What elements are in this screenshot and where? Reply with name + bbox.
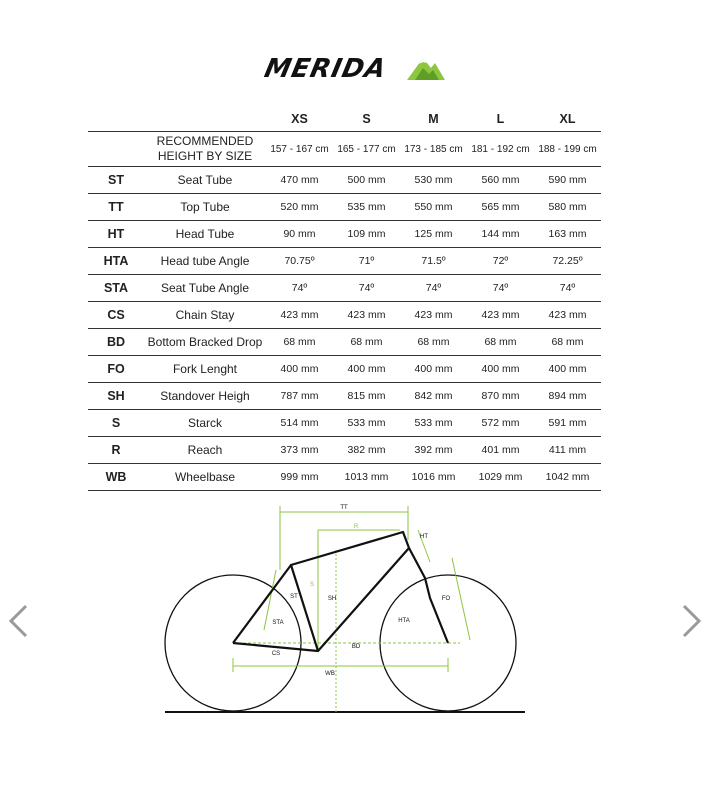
size-value: 400 mm: [400, 356, 467, 383]
size-value: 815 mm: [333, 383, 400, 410]
size-value: 157 - 167 cm: [266, 132, 333, 167]
diagram-label: HT: [420, 534, 428, 540]
size-value: 400 mm: [534, 356, 601, 383]
size-value: 400 mm: [266, 356, 333, 383]
row-label: Reach: [144, 437, 266, 464]
table-row: [88, 275, 601, 302]
size-value: 580 mm: [534, 194, 601, 221]
row-abbreviation: FO: [88, 356, 144, 383]
diagram-label: CS: [271, 651, 281, 657]
size-value: 74º: [266, 275, 333, 302]
row-label: RECOMMENDED HEIGHT BY SIZE: [144, 132, 266, 167]
size-value: 74º: [534, 275, 601, 302]
row-abbreviation: S: [88, 410, 144, 437]
size-value: 90 mm: [266, 221, 333, 248]
size-value: 173 - 185 cm: [400, 132, 467, 167]
size-value: 423 mm: [534, 302, 601, 329]
size-value: 530 mm: [400, 167, 467, 194]
size-value: 423 mm: [400, 302, 467, 329]
size-value: 565 mm: [467, 194, 534, 221]
diagram-label: S: [309, 582, 315, 588]
size-value: 533 mm: [333, 410, 400, 437]
size-header-row: [88, 107, 601, 132]
size-value: 74º: [467, 275, 534, 302]
size-value: 550 mm: [400, 194, 467, 221]
size-header: S: [362, 112, 371, 126]
size-value: 400 mm: [467, 356, 534, 383]
row-label: Standover Heigh: [144, 383, 266, 410]
size-value: 188 - 199 cm: [534, 132, 601, 167]
size-value: 842 mm: [400, 383, 467, 410]
merida-logo: [261, 52, 450, 84]
row-label: Head tube Angle: [144, 248, 266, 275]
size-value: 423 mm: [467, 302, 534, 329]
table-row: [88, 248, 601, 275]
size-value: 71.5º: [400, 248, 467, 275]
size-value: 70.75º: [266, 248, 333, 275]
size-value: 572 mm: [467, 410, 534, 437]
row-label: Wheelbase: [144, 464, 266, 491]
diagram-label: STA: [272, 620, 284, 626]
size-value: 400 mm: [333, 356, 400, 383]
row-label: Seat Tube: [144, 167, 266, 194]
diagram-label: FO: [441, 596, 451, 602]
size-header: XS: [291, 112, 308, 126]
size-value: 373 mm: [266, 437, 333, 464]
row-label: Chain Stay: [144, 302, 266, 329]
row-abbreviation: ST: [88, 167, 144, 194]
diagram-label: SH: [327, 596, 337, 602]
size-value: 68 mm: [333, 329, 400, 356]
size-value: 894 mm: [534, 383, 601, 410]
size-value: 423 mm: [266, 302, 333, 329]
table-row: [88, 410, 601, 437]
chevron-right-icon[interactable]: [680, 603, 704, 639]
diagram-label: TT: [340, 505, 348, 511]
size-value: 535 mm: [333, 194, 400, 221]
size-value: 999 mm: [266, 464, 333, 491]
size-value: 591 mm: [534, 410, 601, 437]
table-row: [88, 329, 601, 356]
table-row: [88, 194, 601, 221]
table-row: [88, 383, 601, 410]
diagram-label: WB: [325, 671, 335, 677]
diagram-label: R: [353, 524, 359, 530]
size-value: 71º: [333, 248, 400, 275]
size-value: 560 mm: [467, 167, 534, 194]
size-value: 68 mm: [266, 329, 333, 356]
row-abbreviation: STA: [88, 275, 144, 302]
row-label: Head Tube: [144, 221, 266, 248]
size-value: 520 mm: [266, 194, 333, 221]
brand-name: MERIDA: [261, 54, 390, 84]
size-value: 870 mm: [467, 383, 534, 410]
size-value: 68 mm: [467, 329, 534, 356]
size-value: 144 mm: [467, 221, 534, 248]
row-abbreviation: HTA: [88, 248, 144, 275]
size-value: 109 mm: [333, 221, 400, 248]
table-row: [88, 437, 601, 464]
diagram-label: BD: [351, 644, 361, 650]
size-header: M: [428, 112, 439, 126]
row-abbreviation: SH: [88, 383, 144, 410]
size-value: 787 mm: [266, 383, 333, 410]
row-label: Starck: [144, 410, 266, 437]
row-abbreviation: WB: [88, 464, 144, 491]
row-label: Seat Tube Angle: [144, 275, 266, 302]
size-value: 533 mm: [400, 410, 467, 437]
geometry-table: [88, 107, 601, 491]
row-label: Fork Lenght: [144, 356, 266, 383]
size-value: 423 mm: [333, 302, 400, 329]
size-value: 74º: [333, 275, 400, 302]
bike-geometry-diagram: [160, 500, 540, 720]
diagram-label: HTA: [398, 618, 410, 624]
row-abbreviation: CS: [88, 302, 144, 329]
table-row: [88, 132, 601, 167]
size-header: XL: [559, 112, 576, 126]
table-row: [88, 221, 601, 248]
size-value: 1013 mm: [333, 464, 400, 491]
row-abbreviation: R: [88, 437, 144, 464]
chevron-left-icon[interactable]: [6, 603, 30, 639]
size-value: 392 mm: [400, 437, 467, 464]
size-value: 590 mm: [534, 167, 601, 194]
size-value: 514 mm: [266, 410, 333, 437]
size-value: 470 mm: [266, 167, 333, 194]
size-value: 411 mm: [534, 437, 601, 464]
size-value: 165 - 177 cm: [333, 132, 400, 167]
size-value: 1042 mm: [534, 464, 601, 491]
table-row: [88, 464, 601, 491]
size-value: 72.25º: [534, 248, 601, 275]
row-abbreviation: HT: [88, 221, 144, 248]
size-value: 382 mm: [333, 437, 400, 464]
size-header: L: [496, 112, 505, 126]
diagram-label: ST: [290, 594, 298, 600]
table-row: [88, 356, 601, 383]
row-abbreviation: BD: [88, 329, 144, 356]
row-label: Bottom Bracked Drop: [144, 329, 266, 356]
size-value: 181 - 192 cm: [467, 132, 534, 167]
size-value: 68 mm: [534, 329, 601, 356]
size-value: 163 mm: [534, 221, 601, 248]
size-value: 500 mm: [333, 167, 400, 194]
size-value: 68 mm: [400, 329, 467, 356]
row-label: Top Tube: [144, 194, 266, 221]
size-value: 1029 mm: [467, 464, 534, 491]
size-value: 1016 mm: [400, 464, 467, 491]
size-value: 74º: [400, 275, 467, 302]
row-abbreviation: TT: [88, 194, 144, 221]
size-value: 401 mm: [467, 437, 534, 464]
table-row: [88, 167, 601, 194]
mountain-logo-icon: [405, 52, 447, 82]
size-value: 72º: [467, 248, 534, 275]
row-abbreviation: [88, 132, 144, 167]
table-row: [88, 302, 601, 329]
size-value: 125 mm: [400, 221, 467, 248]
